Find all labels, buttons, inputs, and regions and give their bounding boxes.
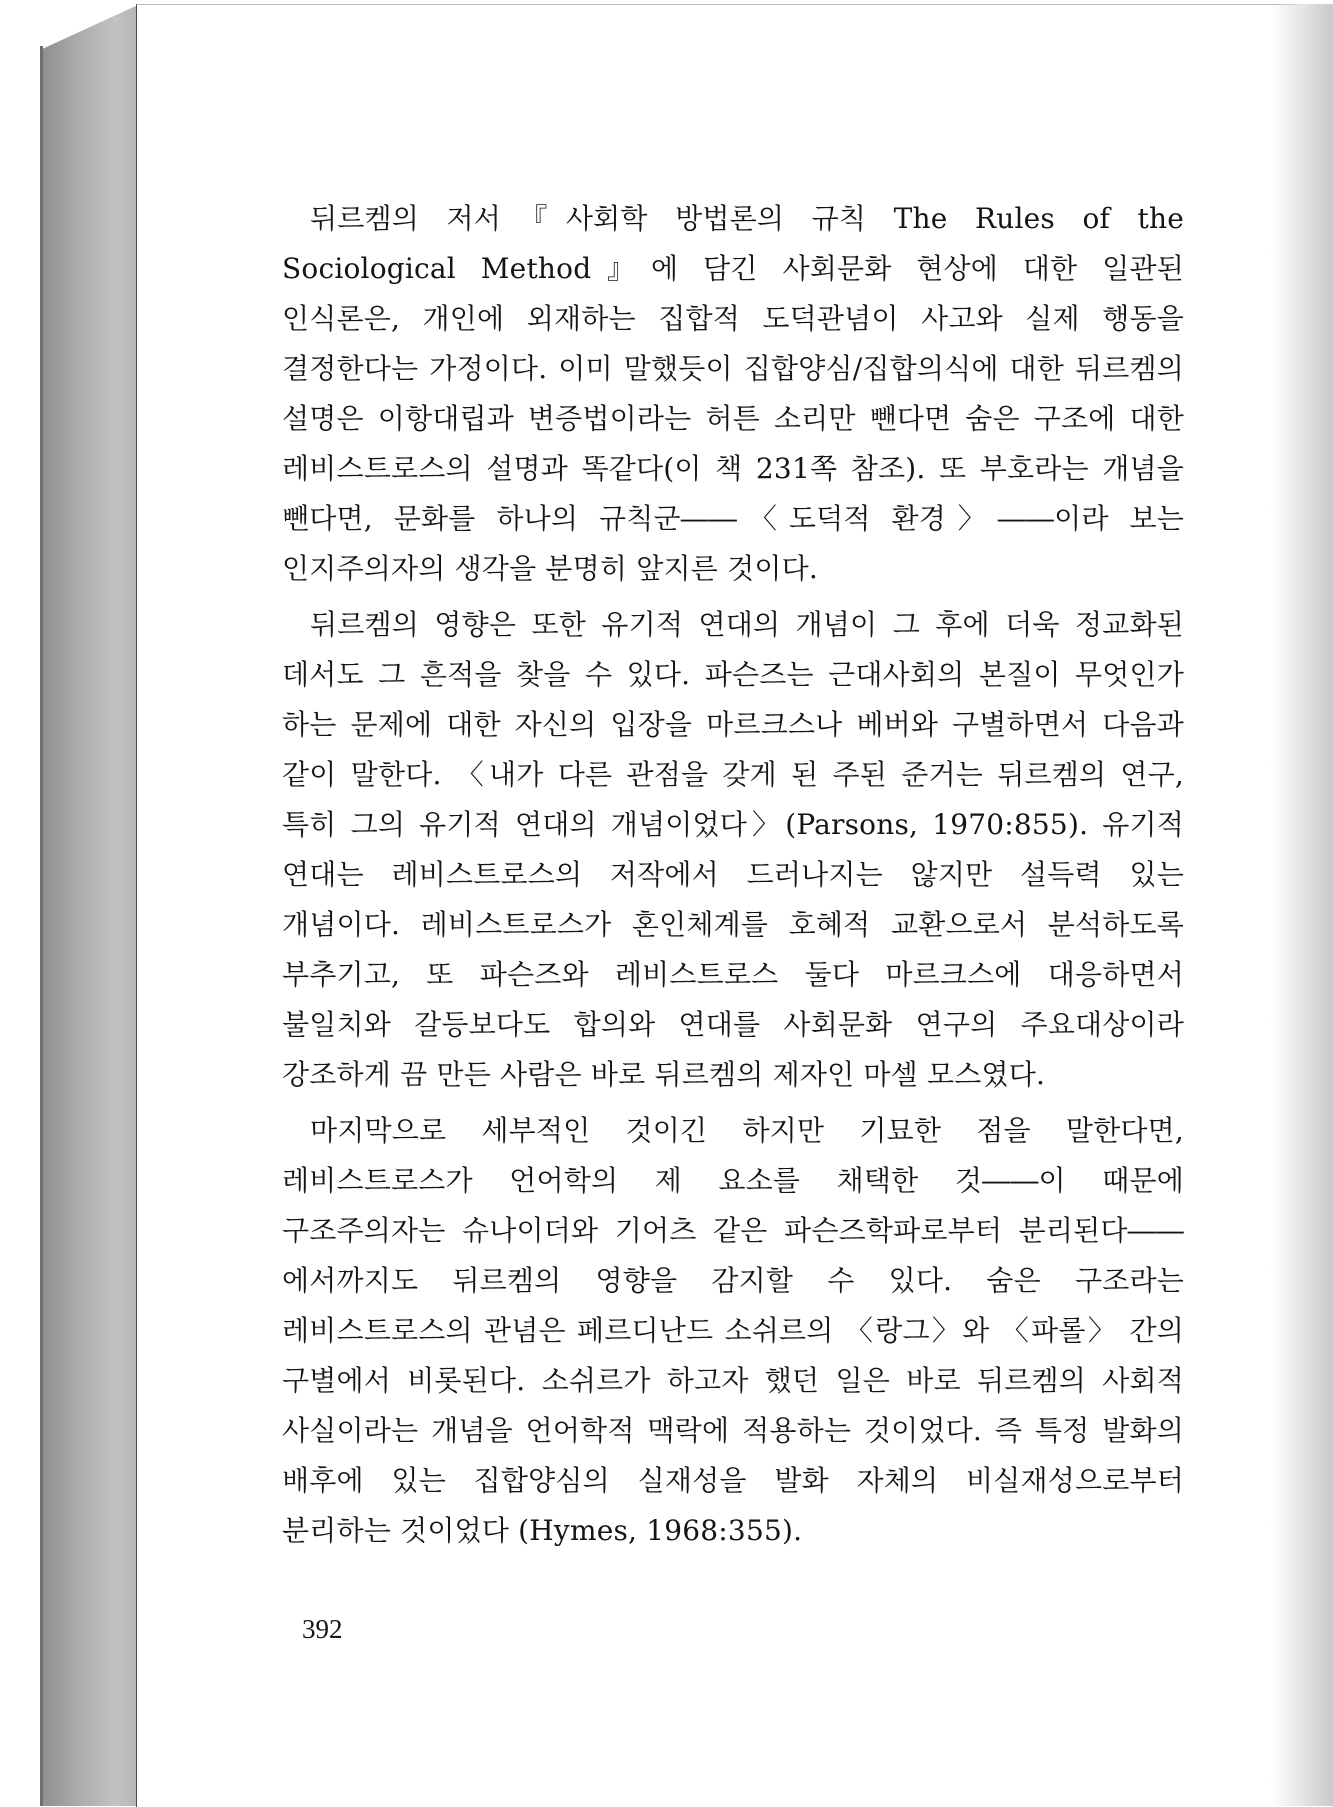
page-body-text bbox=[282, 194, 1184, 1562]
book-spine bbox=[40, 0, 140, 1806]
page-edge-shadow bbox=[1270, 4, 1333, 1806]
book-spine-edge bbox=[40, 46, 43, 1806]
page-number: 392 bbox=[302, 1614, 343, 1644]
paragraph-2: 뒤르켐의 영향은 또한 유기적 연대의 개념이 그 후에 더욱 정교화된 데서도 그 흔적을 찾을 수 있다. 파슨즈는 근대사회의 본질이 무엇인가 하는 문제에 대한 자신의 입장을 마르크스나 베버와 구별하면서 다음과 같이 말한다. 〈내가 다른 관점을 갖게 된 주된 준거는 뒤르켐의 연구, 특히 그의 유기적 연대의 개념이었다〉(Parsons, 1970:855). 유기적 연대는 레비스트로스의 저작에서 드러나지는 않지만 설득력 있는 개념이다. 레비스트로스가 혼인체계를 호혜적 교환으로서 분석하도록 부추기고, 또 파슨즈와 레비스트로스 둘다 마르크스에 대응하면서 불일치와 갈등보다도 합의와 연대를 사회문화 연구의 주요대상이라 강조하게 끔 만든 사람은 바로 뒤르켐의 제자인 마셀 모스였다. bbox=[282, 608, 1184, 1091]
paragraph-1: 뒤르켐의 저서『사회학 방법론의 규칙 The Rules of the Sociological Method』에 담긴 사회문화 현상에 대한 일관된 인식론은, 개인에 외재하는 집합적 도덕관념이 사고와 실제 행동을 결정한다는 가정이다. 이미 말했듯이 집합양심/집합의식에 대한 뒤르켐의 설명은 이항대립과 변증법이라는 허튼 소리만 뺀다면 숨은 구조에 대한 레비스트로스의 설명과 똑같다(이 책 231쪽 참조). 또 부호라는 개념을 뺀다면, 문화를 하나의 규칙군――〈도덕적 환경〉――이라 보는 인지주의자의 생각을 분명히 앞지른 것이다. bbox=[282, 202, 1184, 585]
paragraph-3: 마지막으로 세부적인 것이긴 하지만 기묘한 점을 말한다면, 레비스트로스가 언어학의 제 요소를 채택한 것――이 때문에 구조주의자는 슈나이더와 기어츠 같은 파슨즈학파로부터 분리된다――에서까지도 뒤르켐의 영향을 감지할 수 있다. 숨은 구조라는 레비스트로스의 관념은 페르디난드 소쉬르의 〈랑그〉와 〈파롤〉 간의 구별에서 비롯된다. 소쉬르가 하고자 했던 일은 바로 뒤르켐의 사회적 사실이라는 개념을 언어학적 맥락에 적용하는 것이었다. 즉 특정 발화의 배후에 있는 집합양심의 실재성을 발화 자체의 비실재성으로부터 분리하는 것이었다 (Hymes, 1968:355). bbox=[282, 1114, 1184, 1547]
